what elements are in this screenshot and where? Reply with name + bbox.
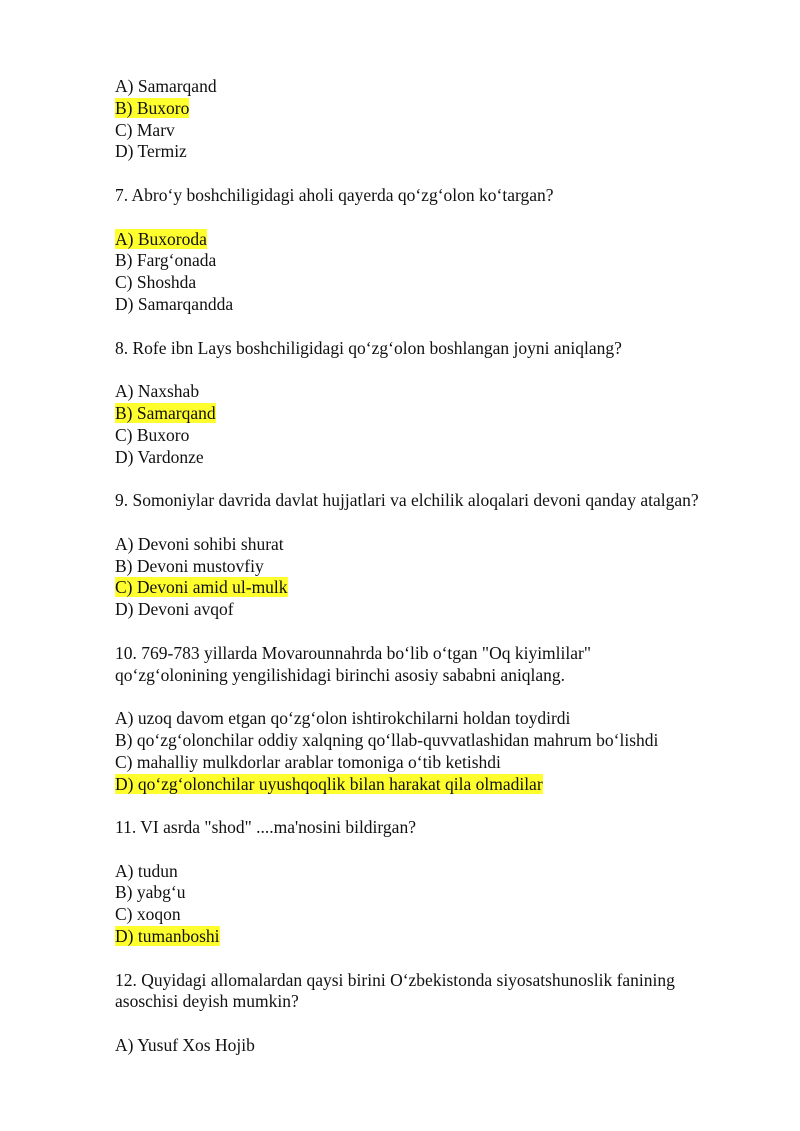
question-text: 11. VI asrda "shod" ....ma'nosini bildirgan?	[115, 817, 416, 838]
option-line	[115, 926, 755, 948]
correct-answer-highlight: B) Samarqand	[115, 402, 216, 423]
option-text: D) Vardonze	[115, 446, 204, 467]
option-line	[115, 250, 755, 272]
option-line	[115, 1035, 755, 1057]
option-text: B) yabg‘u	[115, 882, 186, 903]
question-12	[115, 970, 755, 1057]
option-text: D) Termiz	[115, 141, 187, 162]
correct-answer-highlight: D) qo‘zg‘olonchilar uyushqoqlik bilan harakat qila olmadilar	[115, 773, 543, 794]
question-text: 8. Rofe ibn Lays boshchiligidagi qo‘zg‘olon boshlangan joyni aniqlang?	[115, 337, 622, 358]
question-11	[115, 817, 755, 948]
option-line	[115, 76, 755, 98]
option-line	[115, 141, 755, 163]
question-text: qo‘zg‘olonining yengilishidagi birinchi asosiy sababni aniqlang.	[115, 664, 566, 685]
question-8	[115, 338, 755, 469]
option-text: A) Devoni sohibi shurat	[115, 533, 284, 554]
question-6-options	[115, 76, 755, 163]
question-7	[115, 185, 755, 316]
option-text: B) qo‘zg‘olonchilar oddiy xalqning qo‘llab-quvvatlashidan mahrum bo‘lishdi	[115, 729, 659, 750]
option-line	[115, 708, 755, 730]
option-line	[115, 904, 755, 926]
option-text: C) mahalliy mulkdorlar arablar tomoniga o‘tib ketishdi	[115, 751, 501, 772]
option-text: A) Yusuf Xos Hojib	[115, 1035, 255, 1056]
option-line	[115, 882, 755, 904]
question-text: 12. Quyidagi allomalardan qaysi birini O‘zbekistonda siyosatshunoslik fanining	[115, 969, 675, 990]
option-text: B) Devoni mustovfiy	[115, 555, 264, 576]
correct-answer-highlight: C) Devoni amid ul-mulk	[115, 577, 288, 598]
option-line	[115, 752, 755, 774]
question-text: asoschisi deyish mumkin?	[115, 991, 299, 1012]
option-text: A) Samarqand	[115, 76, 217, 96]
option-text: A) Naxshab	[115, 381, 200, 402]
option-line	[115, 447, 755, 469]
option-line	[115, 381, 755, 403]
option-line	[115, 774, 755, 796]
option-line	[115, 98, 755, 120]
option-line	[115, 229, 755, 251]
option-text: C) Buxoro	[115, 424, 190, 445]
question-9	[115, 490, 755, 621]
question-10	[115, 643, 755, 796]
option-line	[115, 861, 755, 883]
option-line	[115, 599, 755, 621]
option-line	[115, 730, 755, 752]
correct-answer-highlight: A) Buxoroda	[115, 228, 207, 249]
correct-answer-highlight: D) tumanboshi	[115, 926, 220, 947]
document-page	[115, 76, 755, 1057]
option-text: C) Shoshda	[115, 272, 197, 293]
option-text: C) xoqon	[115, 904, 181, 925]
option-text: D) Samarqandda	[115, 293, 234, 314]
option-line	[115, 577, 755, 599]
option-line	[115, 403, 755, 425]
option-line	[115, 556, 755, 578]
option-line	[115, 294, 755, 316]
option-line	[115, 534, 755, 556]
option-line	[115, 272, 755, 294]
option-text: A) tudun	[115, 860, 178, 881]
correct-answer-highlight: B) Buxoro	[115, 97, 190, 118]
option-text: D) Devoni avqof	[115, 599, 234, 620]
option-text: A) uzoq davom etgan qo‘zg‘olon ishtirokchilarni holdan toydirdi	[115, 708, 571, 729]
option-text: C) Marv	[115, 119, 175, 140]
option-line	[115, 425, 755, 447]
question-text: 10. 769-783 yillarda Movarounnahrda bo‘lib o‘tgan "Oq kiyimlilar"	[115, 642, 591, 663]
option-text: B) Farg‘onada	[115, 250, 217, 271]
question-text: 9. Somoniylar davrida davlat hujjatlari va elchilik aloqalari devoni qanday atalgan?	[115, 490, 699, 511]
option-line	[115, 120, 755, 142]
question-text: 7. Abro‘y boshchiligidagi aholi qayerda qo‘zg‘olon ko‘targan?	[115, 184, 554, 205]
